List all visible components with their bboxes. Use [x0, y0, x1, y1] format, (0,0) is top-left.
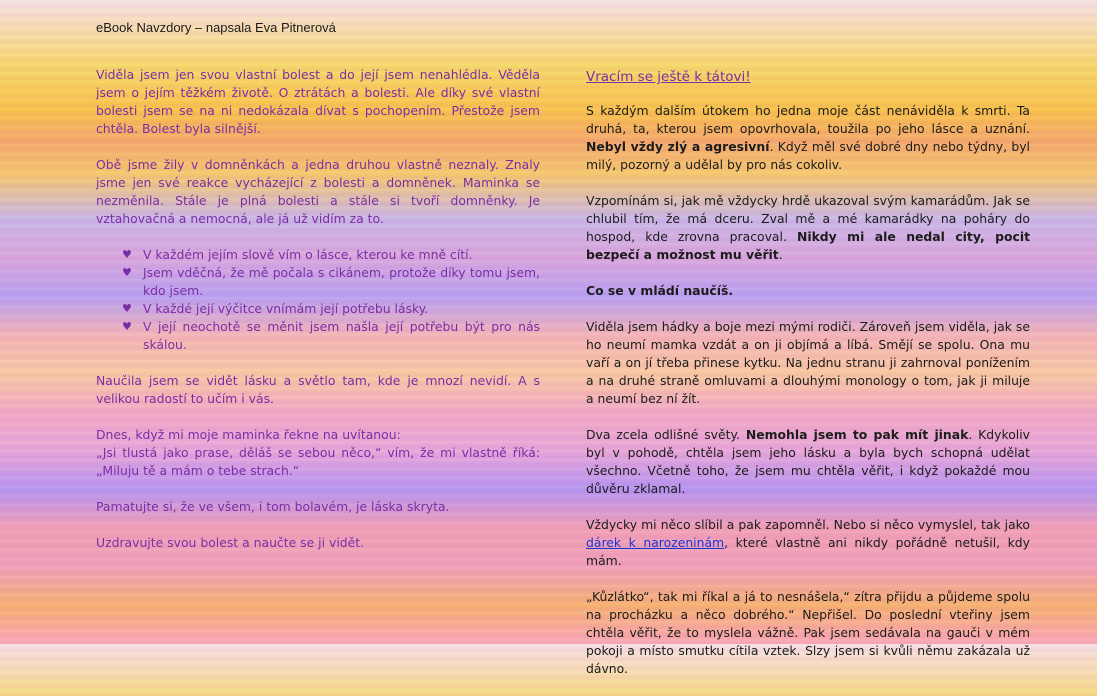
heart-icon: ♥ — [122, 266, 132, 279]
bold-text: Nemohla jsem to pak mít jinak — [745, 427, 969, 442]
list-item-text: Jsem vděčná, že mě počala s cikánem, protože díky tomu jsem, kdo jsem. — [143, 265, 540, 298]
paragraph: „Kůzlátko“, tak mi říkal a já to nesnášela,“ zítra přijdu a půjdeme spolu na procházku a něco dobrého.“ Nepřišel. Do poslední vteřiny jsem chtěla věřit, že to myslela vážně. Pak jsem sedávala na gauči v mém pokoji a místo smutku cítila vztek. Slzy jsem si kvůli němu zakázala už dávno. — [586, 589, 1030, 676]
text: . — [778, 247, 783, 262]
text: . Když měl své dobré dny nebo týdny, byl milý, pozorný a udělal by pro nás cokoliv. — [586, 139, 1030, 172]
bold-text: Nikdy mi ale nedal city, pocit bezpečí a možnost mu věřit — [586, 229, 1030, 262]
paragraph: Naučila jsem se vidět lásku a světlo tam, kde je mnozí nevidí. A s velikou radostí to učím i vás. — [96, 373, 540, 406]
paragraph: Dnes, když mi moje maminka řekne na uvítanou: — [96, 427, 401, 442]
paragraph — [586, 516, 1030, 570]
left-column — [96, 66, 540, 570]
list-item — [122, 246, 540, 264]
paragraph: Viděla jsem jen svou vlastní bolest a do její jsem nenahlédla. Věděla jsem o jejím těžkém životě. O ztrátách a bolesti. Ale díky své vlastní bolesti jsem se na ni nedokázala dívat s pochopením. Přestože jsem chtěla. Bolest byla silnější. — [96, 67, 540, 136]
heart-icon: ♥ — [122, 248, 132, 261]
heart-list — [96, 246, 540, 354]
text: Dva zcela odlišné světy. — [586, 427, 746, 442]
list-item-text: V každém jejím slově vím o lásce, kterou ke mně cítí. — [143, 247, 473, 262]
text: , které vlastně ani nikdy pořádně netušil, kdy mám. — [586, 535, 1031, 568]
text: Vzpomínám si, jak mě vždycky hrdě ukazoval svým kamarádům. Jak se chlubil tím, že má dceru. Zval mě a mé kamarádky na poháry do hospod, kde zrovna pracoval. — [586, 193, 1030, 244]
list-item — [122, 300, 540, 318]
text: S každým dalším útokem ho jedna moje část nenáviděla k smrti. Ta druhá, ta, kterou jsem opovrhovala, toužila po jeho lásce a uznání. — [586, 103, 1030, 136]
paragraph: „Jsi tlustá jako prase, děláš se sebou něco,“ vím, že mi vlastně říká: „Miluju tě a mám o tebe strach.“ — [96, 445, 540, 478]
paragraph — [586, 192, 1030, 264]
list-item — [122, 264, 540, 300]
section-title: Vracím se ještě k tátovi! — [586, 69, 751, 85]
document-header: eBook Navzdory – napsala Eva Pitnerová — [96, 20, 336, 35]
text: . Kdykoliv byl v pohodě, chtěla jsem jeho lásku a byla bych schopná udělat všechno. Včetně toho, že jsem mu chtěla věřit, i když pokaždé mou důvěru zklamal. — [586, 427, 1030, 496]
heart-icon: ♥ — [122, 302, 132, 315]
heart-icon: ♥ — [122, 320, 132, 333]
paragraph — [586, 102, 1030, 174]
list-item-text: V její neochotě se měnit jsem našla její potřebu být pro nás skálou. — [143, 319, 540, 352]
paragraph — [586, 426, 1030, 498]
paragraph: Pamatujte si, že ve všem, i tom bolavém, je láska skryta. — [96, 499, 450, 514]
paragraph: Obě jsme žily v domněnkách a jedna druhou vlastně neznaly. Znaly jsme jen své reakce vycházející z bolesti a domněnek. Maminka se nezměnila. Stále je plná bolesti a stále si tvoří domněnky. Je vztahovačná a nemocná, ale já už vidím za to. — [96, 157, 540, 226]
list-item-text: V každé její výčitce vnímám její potřebu lásky. — [143, 301, 429, 316]
paragraph: Uzdravujte svou bolest a naučte se ji vidět. — [96, 535, 365, 550]
right-column — [586, 68, 1030, 696]
birthday-gift-link[interactable]: dárek k narozeninám — [586, 535, 725, 550]
subheading: Co se v mládí naučíš. — [586, 283, 734, 298]
paragraph: Viděla jsem hádky a boje mezi mými rodiči. Zároveň jsem viděla, jak se ho neumí mamka vzdát a on ji objímá a líbá. Smějí se spolu. Ona mu vaří a on jí třeba přinese kytku. Na jednu stranu ji zahrnoval ponížením a na druhé straně omluvami a dlouhými monology o tom, jak ji miluje a neumí bez ní žít. — [586, 319, 1030, 406]
bold-text: Nebyl vždy zlý a agresivní — [586, 139, 770, 154]
list-item — [122, 318, 540, 354]
text: Vždycky mi něco slíbil a pak zapomněl. Nebo si něco vymyslel, tak jako — [586, 517, 1030, 532]
